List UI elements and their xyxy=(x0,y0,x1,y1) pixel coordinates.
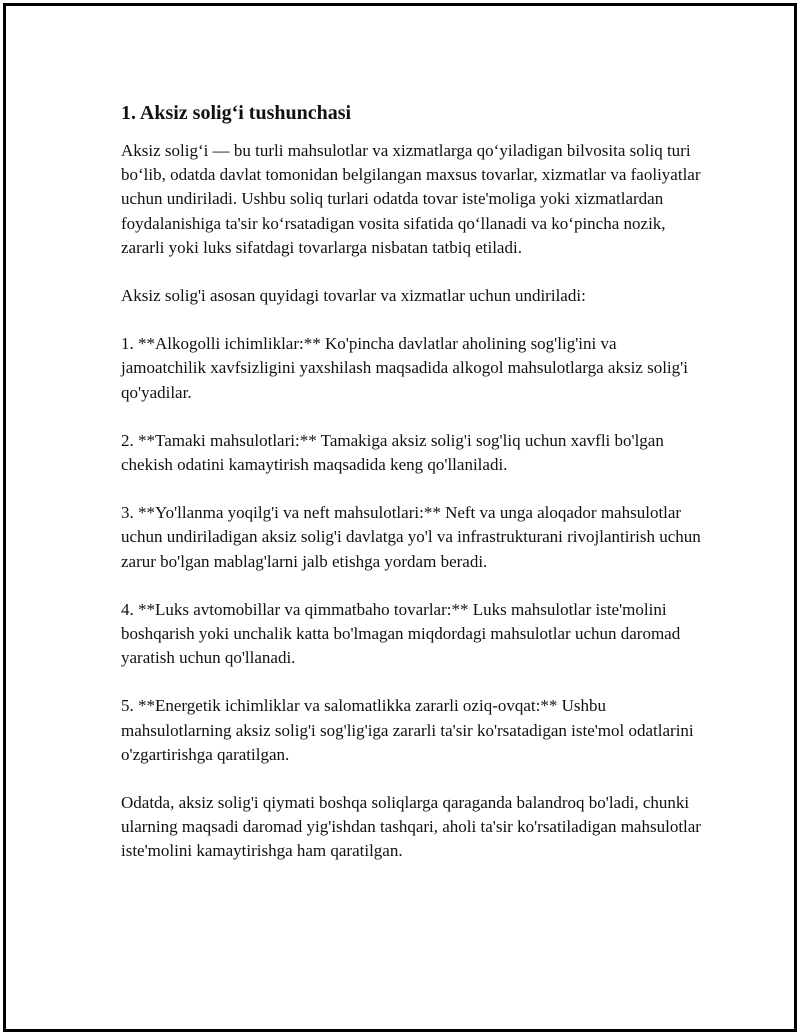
list-intro-paragraph: Aksiz solig'i asosan quyidagi tovarlar va xizmatlar uchun undiriladi: xyxy=(121,286,586,306)
intro-paragraph: Aksiz soligʻi — bu turli mahsulotlar va xizmatlarga qoʻyiladigan bilvosita soliq turi boʻlib, odatda davlat tomonidan belgilangan maxsus tovarlar, xizmatlar va faoliyatlar uchun undiriladi. Ushbu soliq turlari odatda tovar iste'moliga yoki xizmatlardan foydalanishiga ta'sir koʻrsatadigan vosita sifatida qoʻllanadi va koʻpincha nozik, zararli yoki luks sifatdagi tovarlarga nisbatan tatbiq etiladi. xyxy=(121,141,701,257)
page-frame xyxy=(3,3,797,1032)
document-body xyxy=(121,100,701,888)
list-item-alcohol: 1. **Alkogolli ichimliklar:** Ko'pincha davlatlar aholining sog'lig'ini va jamoatchilik xavfsizligini yaxshilash maqsadida alkogol mahsulotlarga aksiz solig'i qo'yadilar. xyxy=(121,334,688,402)
list-item-tobacco: 2. **Tamaki mahsulotlari:** Tamakiga aksiz solig'i sog'liq uchun xavfli bo'lgan chekish odatini kamaytirish maqsadida keng qo'llaniladi. xyxy=(121,430,664,475)
list-item-energy-drinks: 5. **Energetik ichimliklar va salomatlikka zararli oziq-ovqat:** Ushbu mahsulotlarning aksiz solig'i sog'lig'iga zararli ta'sir ko'rsatadigan iste'mol odatlarini o'zgartirishga qaratilgan. xyxy=(121,696,694,764)
list-item-luxury: 4. **Luks avtomobillar va qimmatbaho tovarlar:** Luks mahsulotlar iste'molini boshqarish yoki unchalik katta bo'lmagan miqdordagi mahsulotlar uchun daromad yaratish uchun qo'llanadi. xyxy=(121,599,681,668)
conclusion-paragraph: Odatda, aksiz solig'i qiymati boshqa soliqlarga qaraganda balandroq bo'ladi, chunki ularning maqsadi daromad yig'ishdan tashqari, aholi ta'sir ko'rsatiladigan mahsulotlar iste'molini kamaytirishga ham qaratilgan. xyxy=(121,793,701,861)
list-item-fuel: 3. **Yo'llanma yoqilg'i va neft mahsulotlari:** Neft va unga aloqador mahsulotlar uchun undiriladigan aksiz solig'i davlatga yo'l va infrastrukturani rivojlantirish uchun zarur bo'lgan mablag'larni jalb etishga yordam beradi. xyxy=(121,503,701,571)
section-heading: 1. Aksiz soligʻi tushunchasi xyxy=(121,102,352,124)
